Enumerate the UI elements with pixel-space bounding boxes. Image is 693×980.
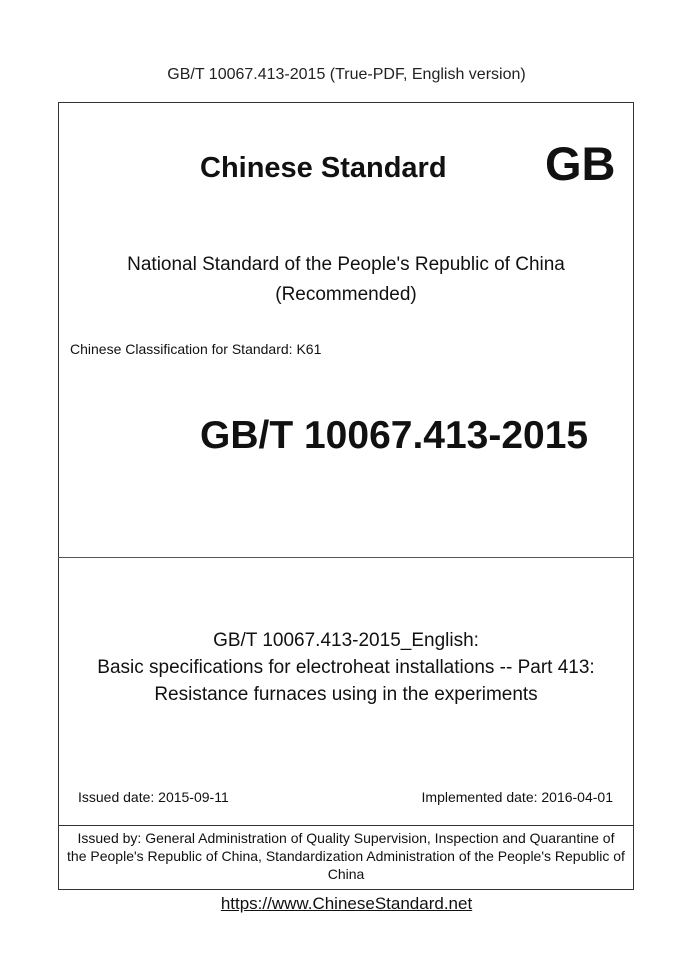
issued-date: Issued date: 2015-09-11: [78, 789, 229, 805]
issuer-divider: [58, 825, 634, 826]
document-header: GB/T 10067.413-2015 (True-PDF, English version): [167, 66, 526, 83]
document-title-line: GB/T 10067.413-2015_English:: [213, 630, 479, 651]
issuer-line: the People's Republic of China, Standardization Administration of the People's Republic of: [67, 848, 625, 864]
gb-mark: GB: [545, 137, 616, 190]
website-link[interactable]: https://www.ChineseStandard.net: [220, 894, 473, 913]
issuer-block: [58, 829, 634, 883]
recommended-line: (Recommended): [275, 284, 417, 305]
classification-label: Chinese Classification for Standard: K61: [70, 341, 322, 357]
national-standard-subtitle: [58, 250, 634, 310]
national-standard-line: National Standard of the People's Republic of China: [127, 254, 565, 275]
implemented-date: Implemented date: 2016-04-01: [421, 789, 613, 805]
document-title: [58, 627, 634, 708]
document-title-line: Resistance furnaces using in the experiments: [154, 684, 538, 705]
section-divider: [58, 557, 634, 558]
cover-frame: [58, 102, 634, 890]
issuer-line: China: [327, 866, 365, 882]
issuer-line: Issued by: General Administration of Quality Supervision, Inspection and Quarantine of: [77, 830, 615, 846]
chinese-standard-heading: Chinese Standard: [200, 152, 447, 184]
standard-number: GB/T 10067.413-2015: [200, 414, 589, 457]
document-title-line: Basic specifications for electroheat installations -- Part 413:: [97, 657, 595, 678]
